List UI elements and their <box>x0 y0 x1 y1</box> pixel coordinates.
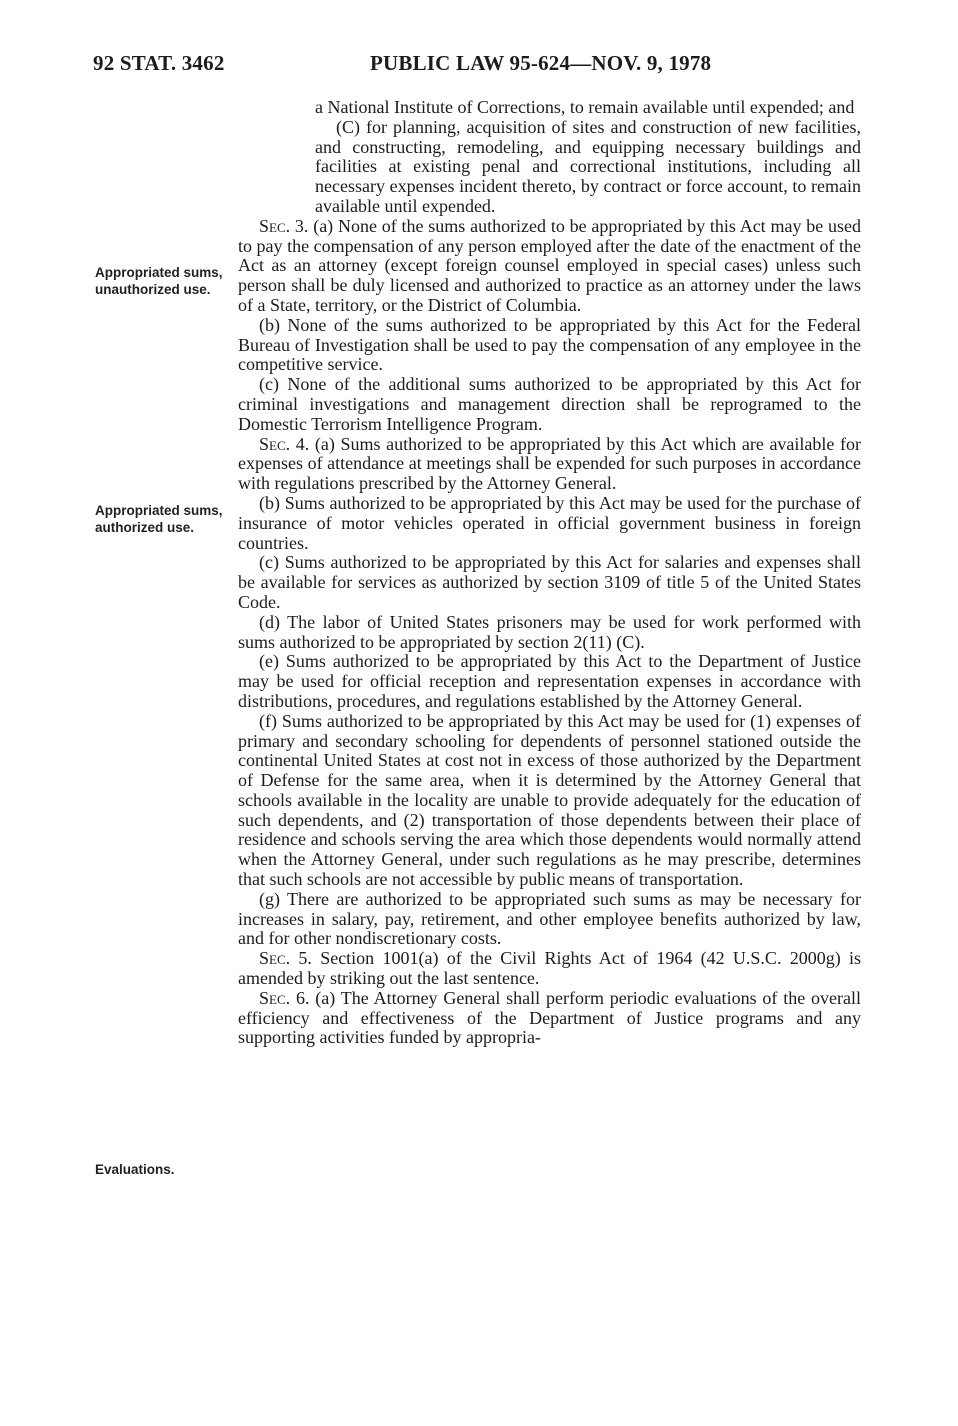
section-3a <box>238 217 861 316</box>
section-3b: (b) None of the sums authorized to be appropriated by this Act for the Federal Bureau of Investigation shall be used to pay the compensation of any employee in the competitive service. <box>238 314 861 375</box>
paragraph-2c: (C) for planning, acquisition of sites and construction of new facilities, and constructing, remodeling, and equipping necessary buildings and facilities at existing penal and correctional institutions, including all necessary expenses incident thereto, by contract or force account, to remain available until expended. <box>315 116 861 216</box>
section-4c: (c) Sums authorized to be appropriated by this Act for salaries and expenses shall be available for services as authorized by section 3109 of title 5 of the United States Code. <box>238 552 861 612</box>
margin-note-evaluations: Evaluations. <box>95 1162 175 1177</box>
section-4a <box>238 435 861 494</box>
section-4e: (e) Sums authorized to be appropriated by this Act to the Department of Justice may be used for official reception and representation expenses in accordance with distributions, procedures, and regulations established by the Attorney General. <box>238 651 861 711</box>
paragraph-continuation: a National Institute of Corrections, to remain available until expended; and <box>315 97 855 117</box>
body-text <box>238 98 861 1048</box>
section-3-label: Sec. 3. <box>259 215 309 236</box>
margin-note-authorized-use: Appropriated sums, authorized use. <box>95 503 223 535</box>
section-4b: (b) Sums authorized to be appropriated by this Act may be used for the purchase of insurance of motor vehicles operated in official government business in foreign countries. <box>238 492 861 553</box>
section-4a-text: (a) Sums authorized to be appropriated by this Act which are available for expenses of attendance at meetings shall be expended for such purposes in accordance with regulations prescribed by the Attorney General. <box>238 433 862 494</box>
section-5 <box>238 949 861 989</box>
section-4-label: Sec. 4. <box>259 433 310 454</box>
section-5-text: Section 1001(a) of the Civil Rights Act of 1964 (42 U.S.C. 2000g) is amended by striking out the last sentence. <box>238 948 861 989</box>
section-3a-text: (a) None of the sums authorized to be appropriated by this Act may be used to pay the compensation of any person employed after the date of the enactment of the Act as an attorney (except foreign counsel employed in special cases) unless such person shall be duly licensed and authorized to practice as an attorney under the laws of a State, territory, or the District of Columbia. <box>238 215 862 315</box>
page-stat-number: 92 STAT. 3462 <box>93 51 225 75</box>
section-5-label: Sec. 5. <box>259 948 312 969</box>
section-6a-text: (a) The Attorney General shall perform periodic evaluations of the overall efficiency and effectiveness of the Department of Justice programs and any supporting activities funded by appropria- <box>238 987 862 1048</box>
section-4g: (g) There are authorized to be appropriated such sums as may be necessary for increases in salary, pay, retirement, and other employee benefits authorized by law, and for other nondiscretionary costs. <box>238 888 861 949</box>
section-4d: (d) The labor of United States prisoners may be used for work performed with sums authorized to be appropriated by section 2(11) (C). <box>238 611 861 652</box>
section-6-label: Sec. 6. <box>259 987 310 1008</box>
section-3c: (c) None of the additional sums authorized to be appropriated by this Act for criminal investigations and management direction shall be reprogramed to the Domestic Terrorism Intelligence Program. <box>238 374 861 434</box>
margin-note-unauthorized-use: Appropriated sums, unauthorized use. <box>95 265 223 297</box>
section-6a <box>238 989 861 1048</box>
section-4f: (f) Sums authorized to be appropriated by this Act may be used for (1) expenses of primary and secondary schooling for dependents of personnel stationed outside the continental United States at cost not in excess of those authorized by the Department of Defense for the same area, when it is determined by the Attorney General that schools available in the locality are unable to provide adequately for the education of such dependents, and (2) transportation of those dependents between their place of residence and schools serving the area which those dependents would normally attend when the Attorney General, under such regulations as he may prescribe, determines that such schools are not accessible by public means of transportation. <box>238 710 861 890</box>
running-header: PUBLIC LAW 95-624—NOV. 9, 1978 <box>370 51 712 75</box>
